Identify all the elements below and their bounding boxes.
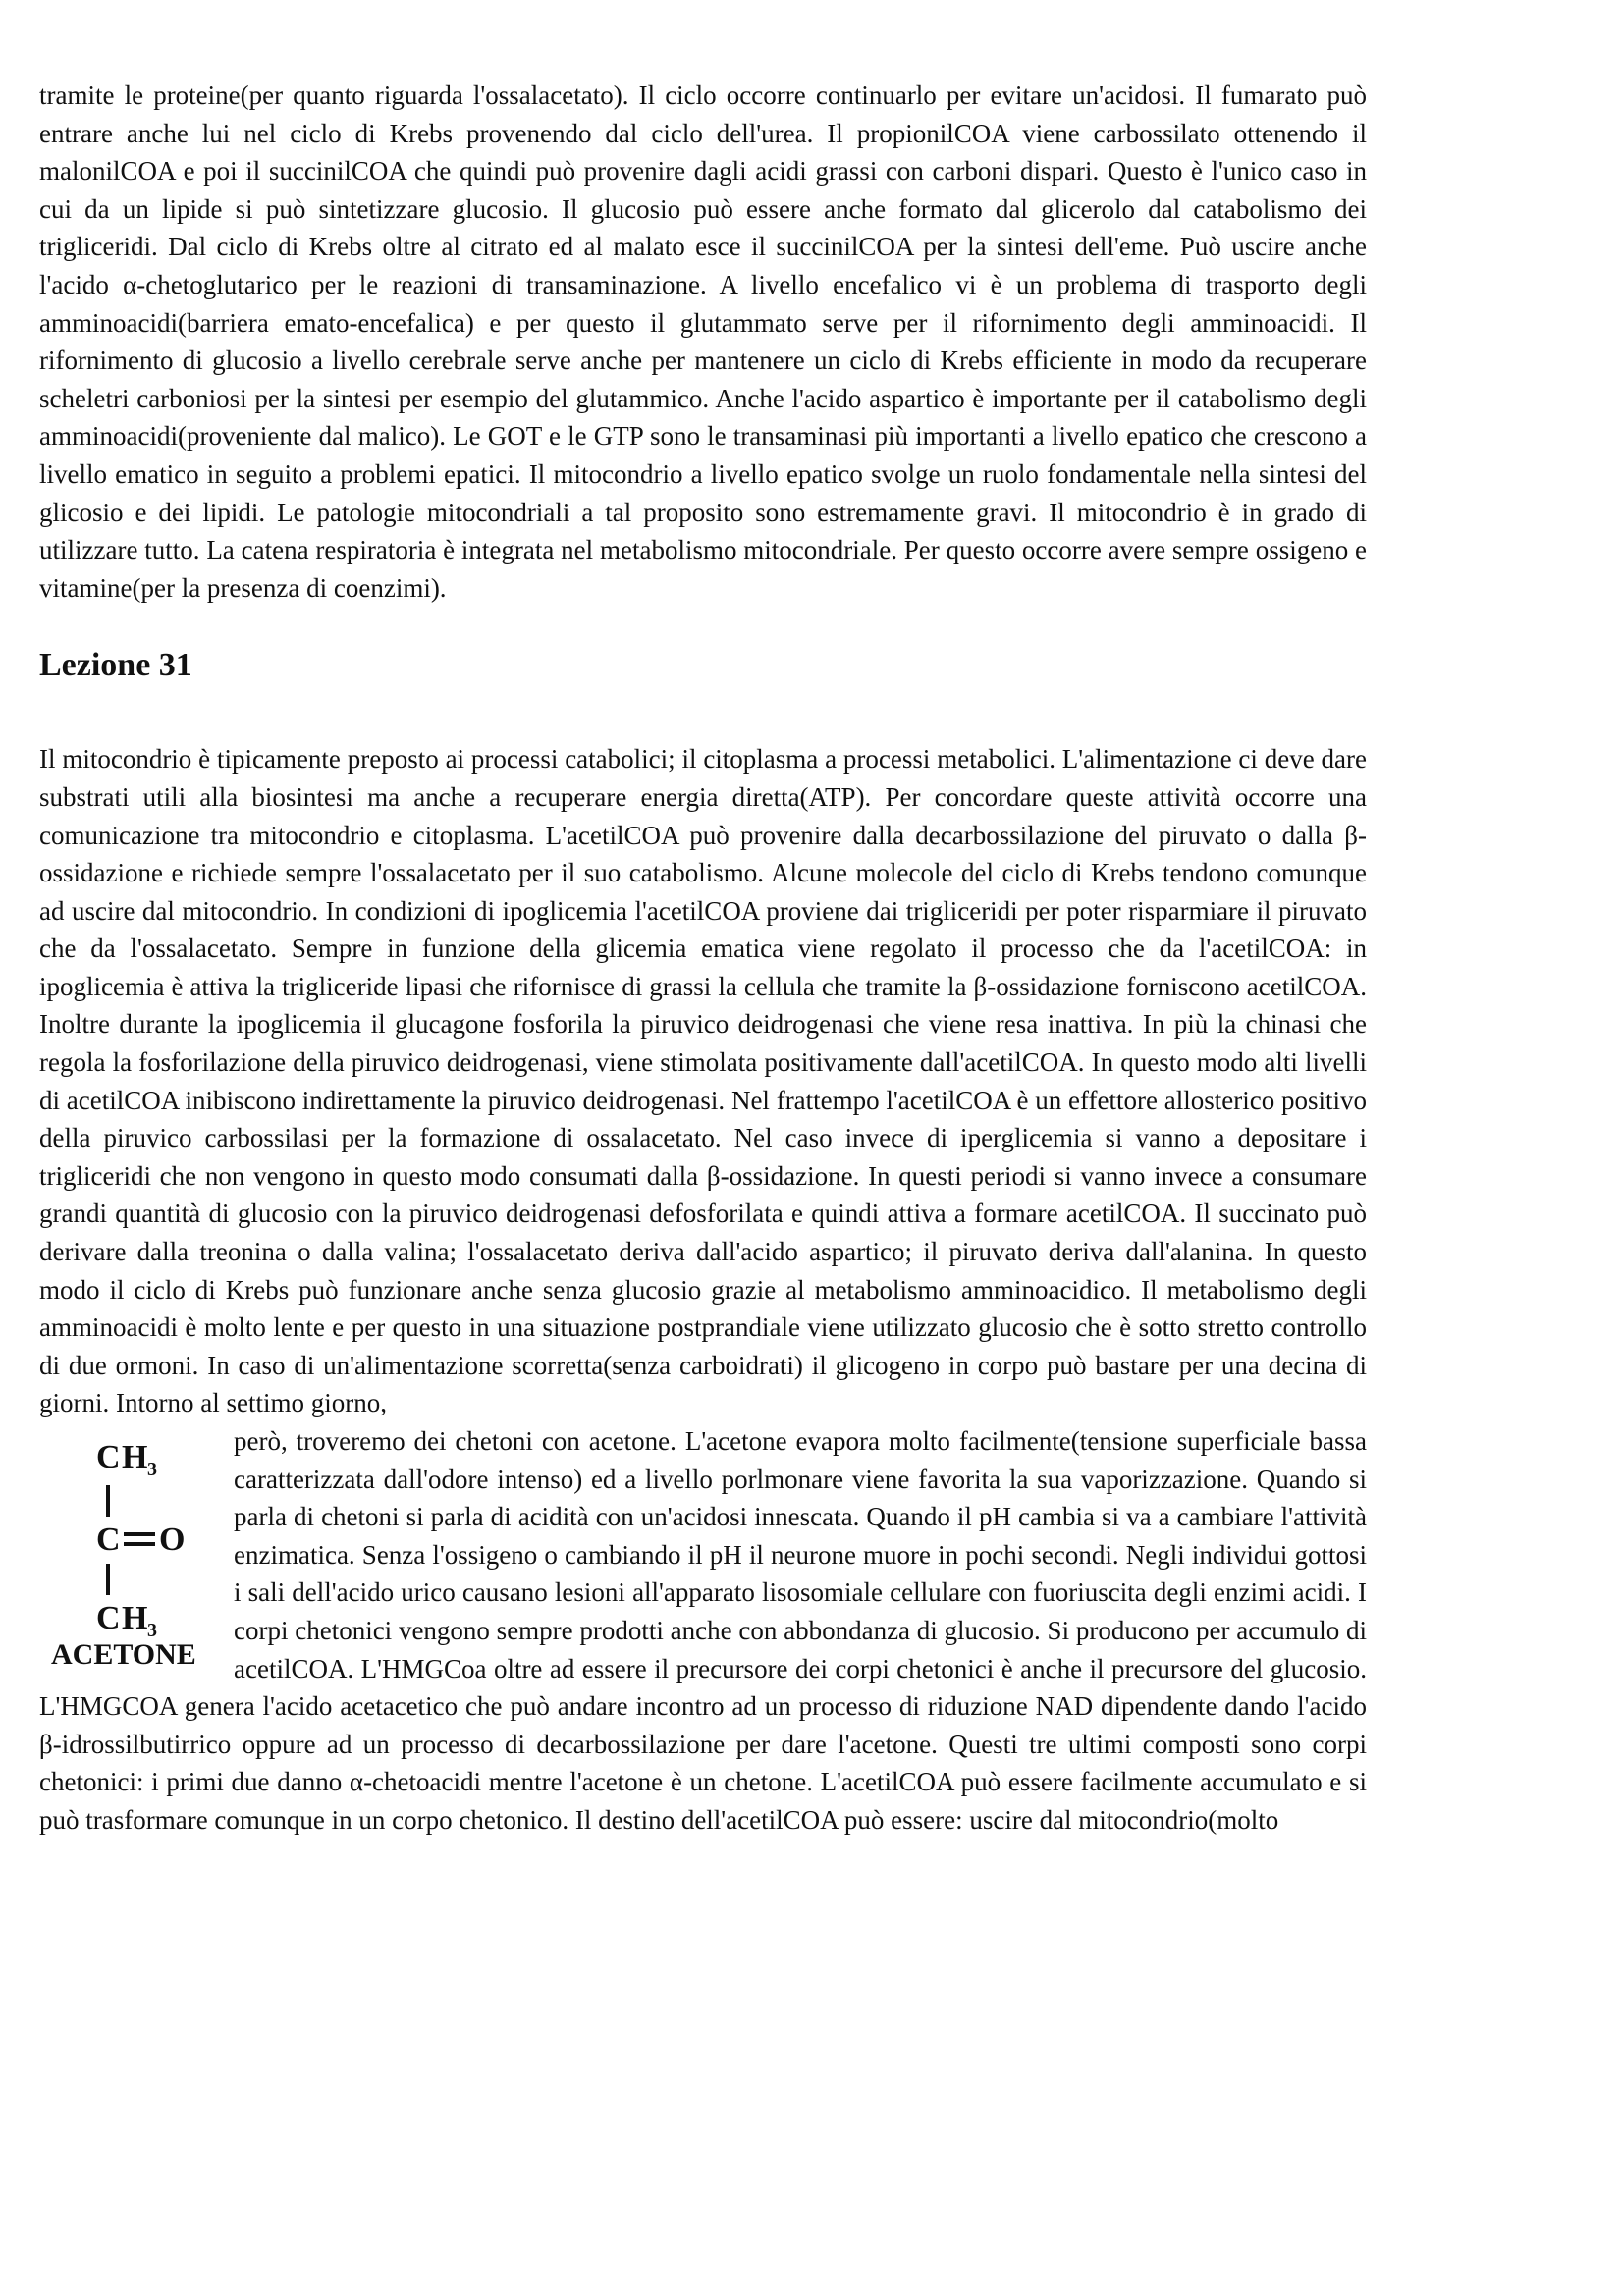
- carbonyl-oxygen: O: [159, 1522, 186, 1558]
- paragraph-intro: Il mitocondrio è tipicamente preposto ai processi catabolici; il citoplasma a processi metabolici. L'alimentazione ci deve dare substrati utili alla biosintesi ma anche a recuperare energia diretta(ATP). Per concordare queste attività occorre una comunicazione tra mitocondrio e citoplasma. L'acetilCOA può provenire dalla decarbossilazione del piruvato o dalla β-ossidazione e richiede sempre l'ossalacetato per il suo catabolismo. Alcune molecole del ciclo di Krebs tendono comunque ad uscire dal mitocondrio. In condizioni di ipoglicemia l'acetilCOA proviene dai trigliceridi per poter risparmiare il piruvato che da l'ossalacetato. Sempre in funzione della glicemia ematica viene regolato il processo che da l'acetilCOA: in ipoglicemia è attiva la trigliceride lipasi che rifornisce di grassi la cellula che tramite la β-ossidazione forniscono acetilCOA. Inoltre durante la ipoglicemia il glucagone fosforila la piruvico deidrogenasi che viene resa inattiva. In più la chinasi che regola la fosforilazione della piruvico deidrogenasi, viene stimolata positivamente dall'acetilCOA. In questo modo alti livelli di acetilCOA inibiscono indirettamente la piruvico deidrogenasi. Nel frattempo l'acetilCOA è un effettore allosterico positivo della piruvico carbossilasi per la formazione di ossalacetato. Nel caso invece di iperglicemia si vanno a depositare i trigliceridi che non vengono in questo modo consumati dalla β-ossidazione. In questi periodi si vanno invece a consumare grandi quantità di glucosio con la piruvico deidrogenasi defosforilata e quindi attiva a formare acetilCOA. Il succinato può derivare dalla treonina o dalla valina; l'ossalacetato deriva dall'acido aspartico; il piruvato deriva dall'alanina. In questo modo il ciclo di Krebs può funzionare anche senza glucosio grazie al metabolismo amminoacidico. Il metabolismo degli amminoacidi è molto lente e per questo in una situazione postprandiale viene utilizzato glucosio che è sotto stretto controllo di due ormoni. In caso di un'alimentazione scorretta(senza carboidrati) il glicogeno in corpo può bastare per una decina di giorni. Intorno al settimo giorno,: [39, 744, 1367, 1418]
- ch3-top-subscript: 3: [147, 1459, 157, 1480]
- acetone-caption: ACETONE: [51, 1638, 196, 1667]
- ch3-top-carbon: C: [96, 1439, 121, 1475]
- ch3-top-hydrogen: H: [122, 1439, 148, 1475]
- paragraph-ketones: però, troveremo dei chetoni con acetone. L'acetone evapora molto facilmente(tensione superficiale bassa caratterizzata dall'odore intenso) ed a livello porlmonare viene favorita la sua vaporizzazione. Quando si parla di chetoni si parla di acidità con un'acidosi innescata. Quando il pH cambia si va a cambiare l'attività enzimatica. Senza l'ossigeno o cambiando il pH il neurone muore in pochi secondi. Negli individui gottosi i sali dell'acido urico causano lesioni all'apparato lisosomiale cellulare con fuoriuscita degli enzimi acidi. I corpi chetonici vengono sempre prodotti anche con abbondanza di glucosio. Si producono per accumulo di acetilCOA. L'HMGCoa oltre ad essere il precursore dei corpi chetonici è anche il precursore del glucosio. L'HMGCOA genera l'acido acetacetico che può andare incontro ad un processo di riduzione NAD dipendente dando l'acido β-idrossilbutirrico oppure ad un processo di decarbossilazione per dare l'acetone. Questi tre ultimi composti sono corpi chetonici: i primi due danno α-chetoacidi mentre l'acetone è un chetone. L'acetilCOA può essere facilmente accumulato e si può trasformare comunque in un corpo chetonico. Il destino dell'acetilCOA può essere: uscire dal mitocondrio(molto: [39, 1426, 1367, 1835]
- acetone-structure-svg: [39, 1428, 216, 1667]
- ch3-bottom-subscript: 3: [147, 1620, 157, 1641]
- acetone-structure-figure: [39, 1428, 216, 1667]
- ch3-bottom-carbon: C: [96, 1600, 121, 1636]
- ch3-bottom-hydrogen: H: [122, 1600, 148, 1636]
- paragraph-continued: tramite le proteine(per quanto riguarda l'ossalacetato). Il ciclo occorre continuarlo per evitare un'acidosi. Il fumarato può entrare anche lui nel ciclo di Krebs provenendo dal ciclo dell'urea. Il propionilCOA viene carbossilato ottenendo il malonilCOA e poi il succinilCOA che quindi può provenire dagli acidi grassi con carboni dispari. Questo è l'unico caso in cui da un lipide si può sintetizzare glucosio. Il glucosio può essere anche formato dal glicerolo dal catabolismo dei trigliceridi. Dal ciclo di Krebs oltre al citrato ed al malato esce il succinilCOA per la sintesi dell'eme. Può uscire anche l'acido α-chetoglutarico per le reazioni di transaminazione. A livello encefalico vi è un problema di trasporto degli amminoacidi(barriera emato-encefalica) e per questo il glutammato serve per il rifornimento degli amminoacidi. Il rifornimento di glucosio a livello cerebrale serve anche per mantenere un ciclo di Krebs efficiente in modo da recuperare scheletri carboniosi per la sintesi per esempio del glutammico. Anche l'acido aspartico è importante per il catabolismo degli amminoacidi(proveniente dal malico). Le GOT e le GTP sono le transaminasi più importanti a livello epatico che crescono a livello ematico in seguito a problemi epatici. Il mitocondrio a livello epatico svolge un ruolo fondamentale nella sintesi del glicosio e dei lipidi. Le patologie mitocondriali a tal proposito sono estremamente gravi. Il mitocondrio è in grado di utilizzare tutto. La catena respiratoria è integrata nel metabolismo mitocondriale. Per questo occorre avere sempre ossigeno e vitamine(per la presenza di coenzimi).: [39, 80, 1367, 603]
- document-page: [39, 77, 1367, 2266]
- section-heading: Lezione 31: [39, 647, 192, 684]
- carbonyl-carbon: C: [96, 1522, 121, 1558]
